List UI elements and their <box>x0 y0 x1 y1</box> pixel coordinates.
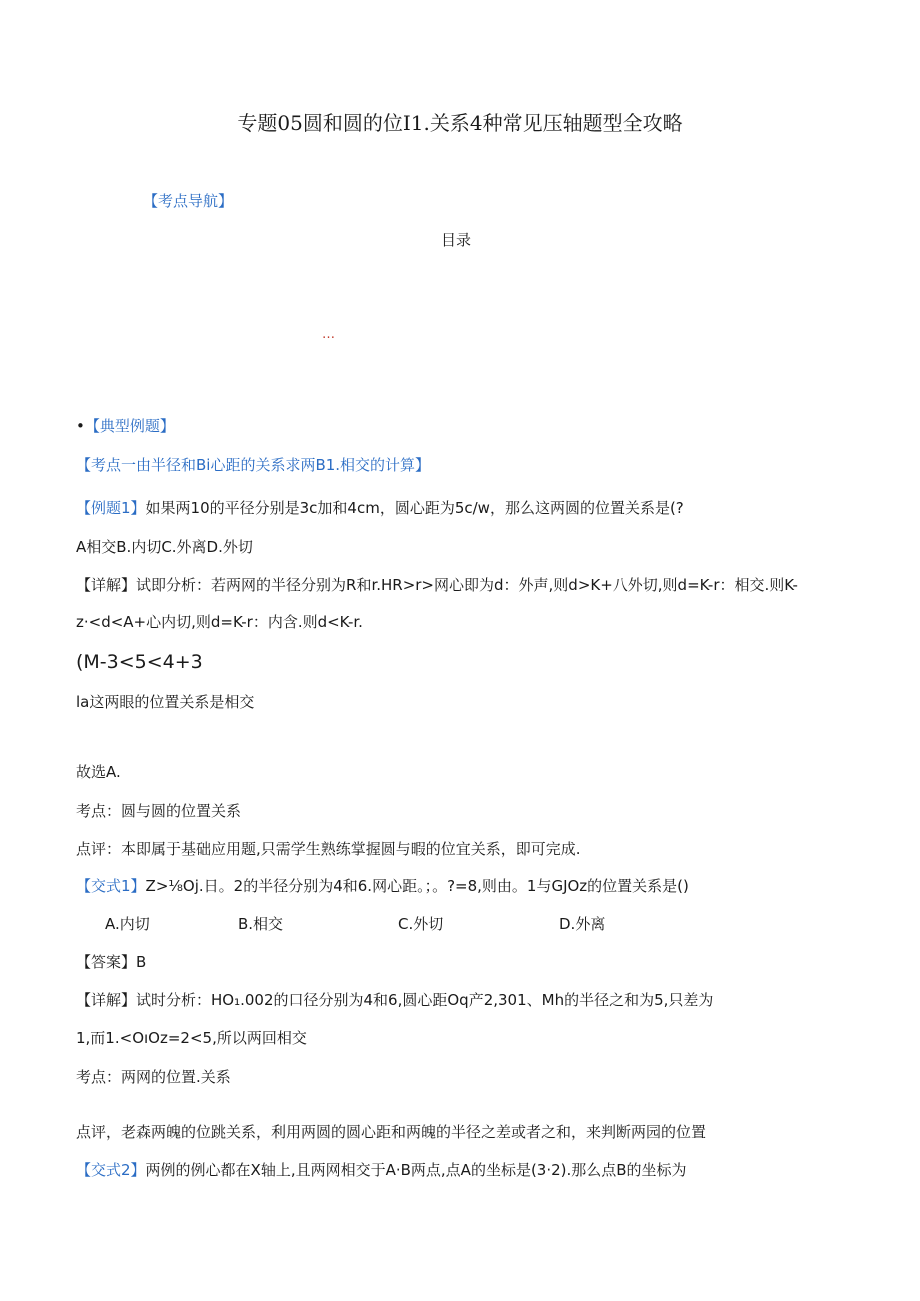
exercise1-question-line <box>76 876 689 896</box>
example1-detail-line1 <box>76 575 798 595</box>
section-header <box>76 416 175 436</box>
example1-detail-line2: z·<d<A+心内切,则d=K-r：内含.则d<K-r. <box>76 613 363 631</box>
example1-detail-text1: 试即分析：若两网的半径分别为R和r.HR>r>网心即为d：外声,则d>K+八外切,则d=K-r：相交.则K- <box>136 576 798 594</box>
example1-label: 【例题1】 <box>76 499 146 517</box>
exercise1-pingping: 点评，老森两魄的位跳关系，利用两圆的圆心距和两魄的半径之差或者之和，来判断两园的位置 <box>76 1123 707 1141</box>
exercise1-detail-line2: 1,而1.<OıOz=2<5,所以两回相交 <box>76 1029 307 1047</box>
exercise1-detail-text1: 试时分析：HO₁.002的口径分别为4和6,圆心距Oq产2,301、Mh的半径之和为5,只差为 <box>136 991 714 1009</box>
section-label: 【典型例题】 <box>84 417 175 435</box>
example1-question: 如果两10的平径分别是3c加和4cm，圆心距为5c/w，那么这两圆的位置关系是(? <box>145 499 684 517</box>
example1-formula: (M-3<5<4+3 <box>76 651 203 673</box>
exercise1-label: 【交式1】 <box>76 877 146 895</box>
exercise1-answer-line <box>76 952 146 972</box>
exercise2-question-line <box>76 1160 687 1180</box>
exercise2-question: 两例的例心都在X轴上,且两网相交于A·B两点,点A的坐标是(3·2).那么点B的坐标为 <box>145 1161 687 1179</box>
toc-dots: … <box>322 327 335 342</box>
exercise1-option-b: B.相交 <box>238 915 284 933</box>
exercise1-kaodian: 考点：两网的位置.关系 <box>76 1068 231 1086</box>
toc-title: 目录 <box>441 231 472 249</box>
page-title: 专题05圆和圆的位I1.关系4种常见压轴题型全攻略 <box>237 111 683 135</box>
example1-pingping: 点评：本即属于基础应用题,只需学生熟练掌握圆与暇的位宜关系，即可完成. <box>76 840 581 858</box>
example1-question-line <box>76 498 684 518</box>
exercise1-detail-label: 【详解】 <box>76 991 137 1009</box>
exercise1-answer: B <box>136 953 147 971</box>
exercise2-label: 【交式2】 <box>76 1161 146 1179</box>
exercise1-answer-label: 【答案】 <box>76 953 137 971</box>
example1-detail-label: 【详解】 <box>76 576 137 594</box>
exercise1-option-a: A.内切 <box>105 915 150 933</box>
example1-answer: 故选A. <box>76 763 121 781</box>
exercise1-question: Z>⅛Oj.日。2的半径分别为4和6.网心距。；。?=8,则由。1与GJOz的位置关系是() <box>145 877 689 895</box>
exercise1-option-d: D.外离 <box>559 915 606 933</box>
example1-conclusion: la这两眼的位置关系是相交 <box>76 693 255 711</box>
example1-kaodian: 考点：圆与圆的位置关系 <box>76 802 242 820</box>
nav-label: 【考点导航】 <box>143 192 234 210</box>
exercise1-option-c: C.外切 <box>398 915 444 933</box>
bullet: • <box>76 417 85 435</box>
topic-label: 【考点一由半径和Bi心距的关系求两B1.相交的计算】 <box>76 456 431 474</box>
exercise1-detail-line1 <box>76 990 713 1010</box>
example1-options: A相交B.内切C.外离D.外切 <box>76 538 253 556</box>
